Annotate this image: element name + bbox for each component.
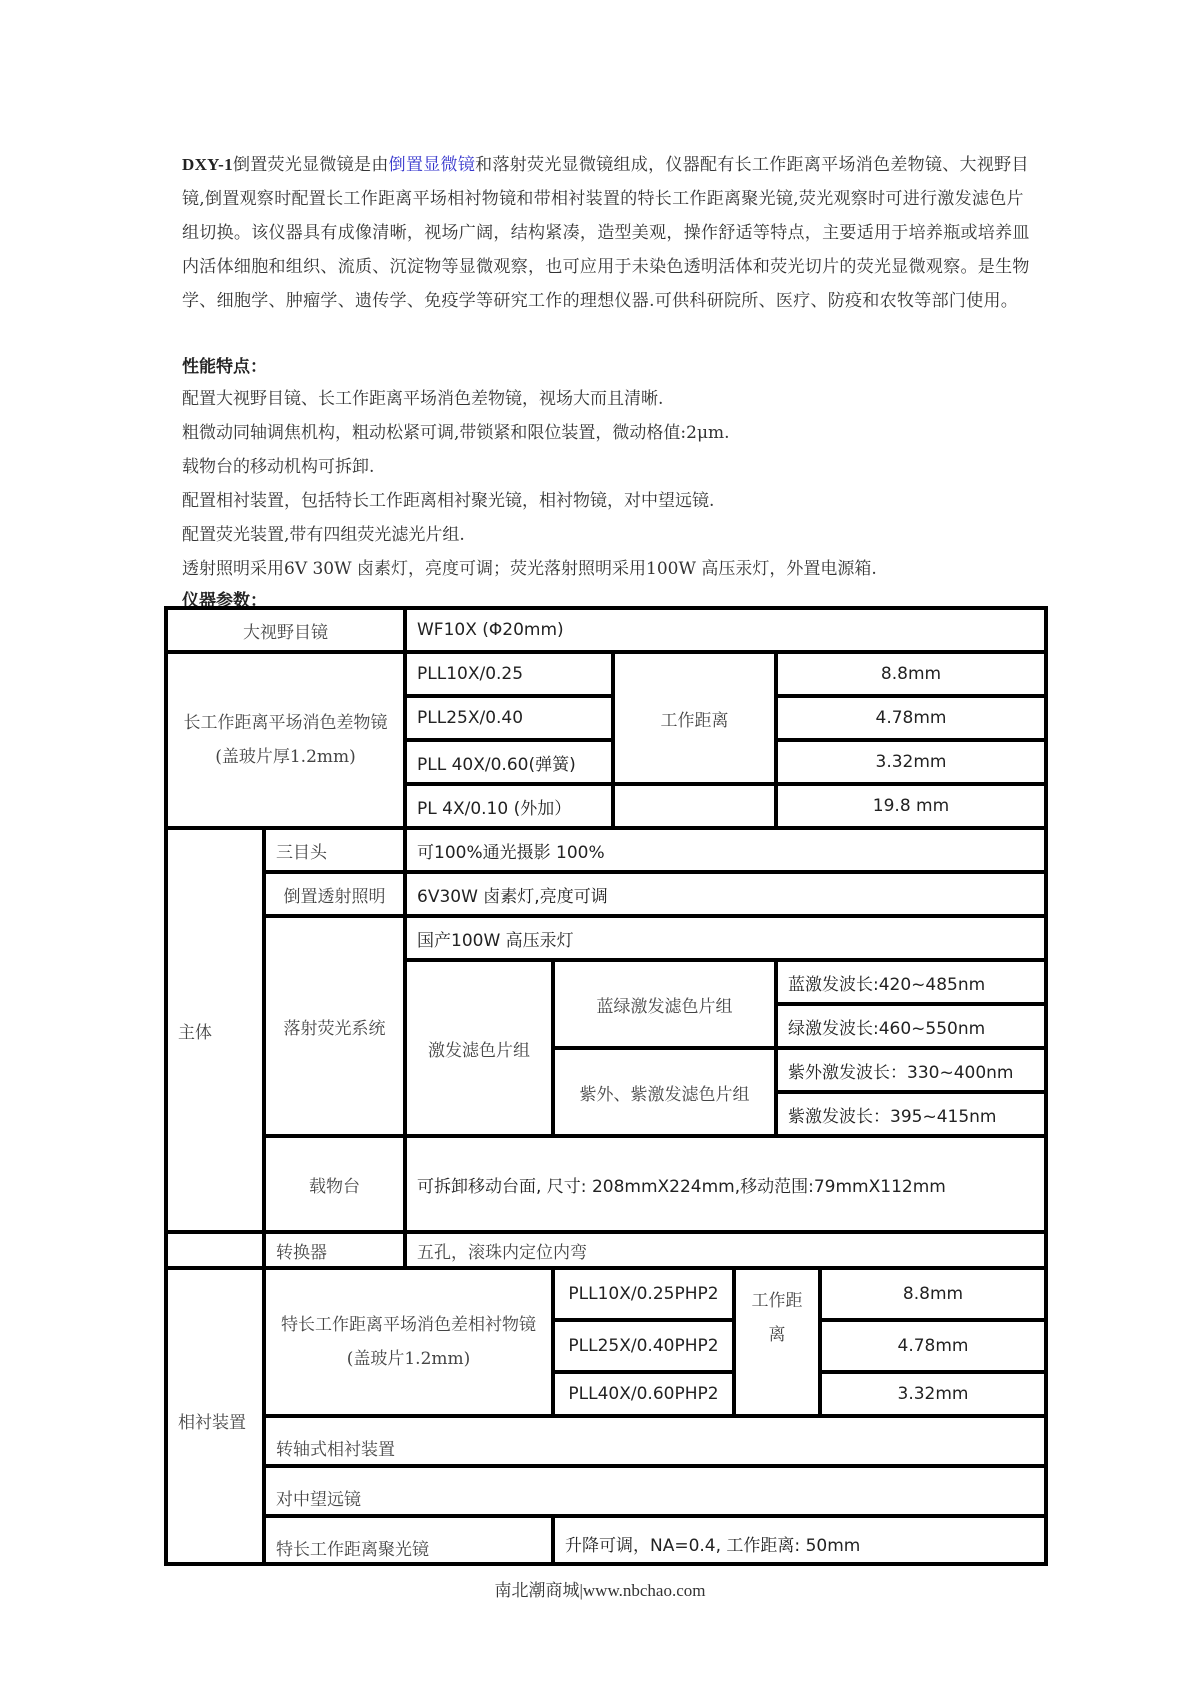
filter-band: 蓝激发波长:420~485nm	[776, 960, 1046, 1004]
phase-objective-model: PLL25X/0.40PHP2	[553, 1320, 734, 1372]
feature-item: 粗微动同轴调焦机构，粗动松紧可调,带锁紧和限位装置，微动格值:2μm.	[182, 423, 730, 443]
transmitted-row	[166, 872, 1046, 916]
condenser-row	[166, 1516, 1046, 1564]
objective-model: PLL 40X/0.60(弹簧)	[405, 740, 613, 784]
objectives-label	[166, 652, 405, 828]
nosepiece-value: 五孔，滚珠内定位内弯	[405, 1232, 1046, 1268]
condenser-label: 特长工作距离聚光镜	[264, 1516, 553, 1564]
intro-paragraph	[182, 148, 1032, 318]
model-name: DXY-1	[182, 155, 233, 174]
footer-source: 南北潮商城|www.nbchao.com	[494, 1581, 706, 1600]
epi-lamp-row	[166, 916, 1046, 960]
objectives-label-line1: 长工作距离平场消色差物镜	[183, 713, 388, 733]
phase-objective-row	[166, 1268, 1046, 1320]
objective-model: PL 4X/0.10 (外加）	[405, 784, 613, 828]
transmitted-value: 6V30W 卤素灯,亮度可调	[405, 872, 1046, 916]
objective-wd: 3.32mm	[776, 740, 1046, 784]
centering-telescope: 对中望远镜	[264, 1466, 1046, 1516]
objective-wd-label: 工作距离	[613, 652, 776, 784]
phase-objective-model: PLL40X/0.60PHP2	[553, 1372, 734, 1416]
phase-wd: 8.8mm	[820, 1268, 1046, 1320]
filter-label: 激发滤色片组	[405, 960, 553, 1136]
rotary-phase-device: 转轴式相衬装置	[264, 1416, 1046, 1466]
feature-item: 配置大视野目镜、长工作距离平场消色差物镜，视场大而且清晰.	[182, 389, 664, 409]
main-body-continuation	[166, 1232, 264, 1268]
epi-lamp: 国产100W 高压汞灯	[405, 916, 1046, 960]
spec-table	[164, 606, 1048, 1234]
eyepiece-value: WF10X (Φ20mm)	[405, 608, 1046, 652]
phase-objective-label: 特长工作距离平场消色差相衬物镜(盖玻片1.2mm)	[264, 1268, 553, 1416]
filter-group-name: 紫外、紫激发滤色片组	[553, 1048, 776, 1136]
feature-item: 配置相衬装置，包括特长工作距离相衬聚光镜，相衬物镜，对中望远镜.	[182, 491, 715, 511]
params-title: 仪器参数：	[182, 591, 267, 611]
transmitted-label: 倒置透射照明	[264, 872, 405, 916]
trinocular-label: 三目头	[264, 828, 405, 872]
filter-band: 紫激发波长：395~415nm	[776, 1092, 1046, 1136]
intro-text-2: 和落射荧光显微镜组成，仪器配有长工作距离平场消色差物镜、大视野目镜,倒置观察时配置长工作距离平场相衬物镜和带相衬装置的特长工作距离聚光镜,荧光观察时可进行激发滤色片组切换。该仪器具有成像清晰，视场广阔，结构紧凑，造型美观，操作舒适等特点，主要适用于培养瓶或培养皿内活体细胞和组织、流质、沉淀物等显微观察，也可应用于未染色透明活体和荧光切片的荧光显微观察。是生物学、细胞学、肿瘤学、遗传学、免疫学等研究工作的理想仪器.可供科研院所、医疗、防疫和农牧等部门使用。	[182, 155, 1030, 311]
feature-item: 载物台的移动机构可拆卸.	[182, 457, 375, 477]
filter-band: 绿激发波长:460~550nm	[776, 1004, 1046, 1048]
phase-wd: 3.32mm	[820, 1372, 1046, 1416]
stage-label: 载物台	[264, 1136, 405, 1232]
filter-band: 紫外激发波长：330~400nm	[776, 1048, 1046, 1092]
eyepiece-label: 大视野目镜	[166, 608, 405, 652]
telescope-row	[166, 1466, 1046, 1516]
trinocular-value: 可100%通光摄影 100%	[405, 828, 1046, 872]
rotary-row	[166, 1416, 1046, 1466]
spec-table-lower	[164, 1230, 1048, 1566]
objective-model: PLL10X/0.25	[405, 652, 613, 696]
filter-group-name: 蓝绿激发滤色片组	[553, 960, 776, 1048]
phase-objective-model: PLL10X/0.25PHP2	[553, 1268, 734, 1320]
objective-row	[166, 652, 1046, 696]
intro-text-1: 倒置荧光显微镜是由	[232, 155, 389, 175]
trinocular-row	[166, 828, 1046, 872]
phase-wd-label: 工作距离	[734, 1268, 820, 1416]
feature-item: 透射照明采用6V 30W 卤素灯，亮度可调；荧光落射照明采用100W 高压汞灯，外置电源箱.	[182, 559, 877, 579]
objective-model: PLL25X/0.40	[405, 696, 613, 740]
nosepiece-row	[166, 1232, 1046, 1268]
objectives-label-line2: (盖玻片厚1.2mm)	[215, 747, 356, 767]
nosepiece-label: 转换器	[264, 1232, 405, 1268]
objective-wd: 19.8 mm	[776, 784, 1046, 828]
inverted-microscope-link[interactable]: 倒置显微镜	[388, 155, 476, 175]
main-body-label: 主体	[166, 828, 264, 1232]
objective-wd: 8.8mm	[776, 652, 1046, 696]
features-list	[182, 382, 877, 586]
phase-label: 相衬装置	[166, 1268, 264, 1564]
eyepiece-row	[166, 608, 1046, 652]
stage-row	[166, 1136, 1046, 1232]
objective-wd-empty	[613, 784, 776, 828]
stage-value: 可拆卸移动台面, 尺寸: 208mmX224mm,移动范围:79mmX112mm	[405, 1136, 1046, 1232]
epi-label: 落射荧光系统	[264, 916, 405, 1136]
objective-wd: 4.78mm	[776, 696, 1046, 740]
feature-item: 配置荧光装置,带有四组荧光滤光片组.	[182, 525, 465, 545]
condenser-value: 升降可调，NA=0.4, 工作距离: 50mm	[553, 1516, 1046, 1564]
phase-wd: 4.78mm	[820, 1320, 1046, 1372]
features-title: 性能特点：	[182, 357, 267, 377]
